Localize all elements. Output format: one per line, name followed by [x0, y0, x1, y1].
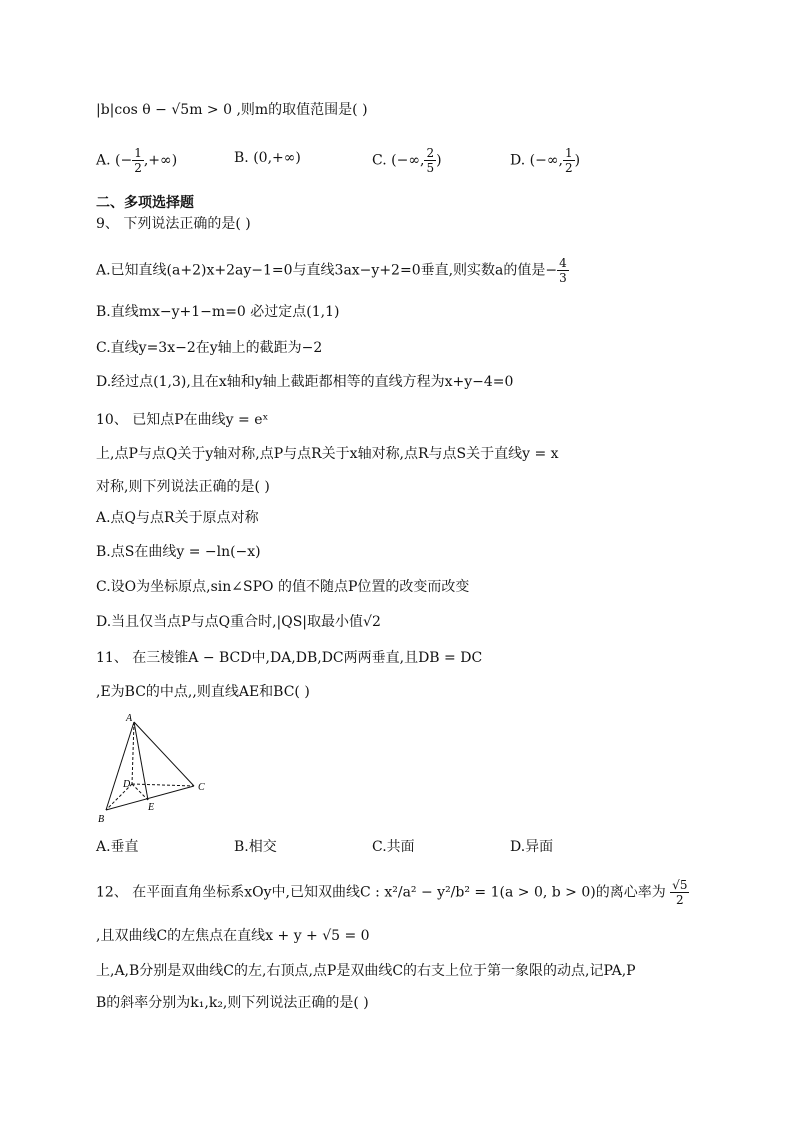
- fraction: $\frac{2}{5}$: [426, 146, 435, 175]
- vertex-label-c: C: [198, 782, 205, 793]
- q10-stem-line2: 上,点P与点Q关于y轴对称,点P与点R关于x轴对称,点R与点S关于直线y = x: [96, 446, 559, 462]
- q11-option-b: B.相交: [234, 839, 277, 855]
- q8-option-a: A. (− $\frac{1}{2}$ ,+∞): [96, 146, 178, 175]
- q9-option-c: C.直线y=3x−2在y轴上的截距为−2: [96, 340, 323, 356]
- q9-option-a: A.已知直线(a+2)x+2ay−1=0与直线3ax−y+2=0垂直,则实数a的值是− $\frac{4}{3}$: [96, 256, 567, 285]
- vertex-label-e: E: [148, 802, 155, 813]
- q10-option-d: D.当且仅当点P与点Q重合时,|QS|取最小值√2: [96, 614, 381, 630]
- q12-stem-line2: ,且双曲线C的左焦点在直线x + y + √5 = 0: [96, 928, 370, 944]
- fraction: $\frac{4}{3}$: [559, 256, 567, 285]
- fraction: $\frac{1}{2}$: [564, 146, 573, 175]
- q11-stem-line1: 11、 在三棱锥A − BCD中,DA,DB,DC两两垂直,且DB = DC: [96, 650, 483, 666]
- q8-option-d: D. (−∞, $\frac{1}{2}$ ): [510, 146, 581, 175]
- q12-stem-line1: 12、 在平面直角坐标系xOy中,已知双曲线C : x²/a² − y²/b² = 1(a > 0, b > 0)的离心率为 $\frac{√5}{2}$: [96, 878, 688, 907]
- fraction: $\frac{1}{2}$: [134, 146, 142, 175]
- q8-option-b: B. (0,+∞): [234, 150, 301, 166]
- q11-option-c: C.共面: [372, 839, 415, 855]
- q10-option-c: C.设O为坐标原点,sin∠SPO 的值不随点P位置的改变而改变: [96, 579, 470, 595]
- q9-option-d: D.经过点(1,3),且在x轴和y轴上截距都相等的直线方程为x+y−4=0: [96, 374, 514, 390]
- vertex-label-d: D: [123, 779, 131, 790]
- q11-option-d: D.异面: [510, 839, 554, 855]
- q10-stem-line3: 对称,则下列说法正确的是( ): [96, 479, 270, 495]
- vertex-label-b: B: [98, 814, 105, 825]
- q11-stem-line2: ,E为BC的中点,,则直线AE和BC( ): [96, 684, 310, 700]
- q9-option-b: B.直线mx−y+1−m=0 必过定点(1,1): [96, 304, 340, 320]
- fraction: $\frac{√5}{2}$: [672, 878, 688, 907]
- q9-stem: 9、 下列说法正确的是( ): [96, 216, 251, 232]
- q11-option-a: A.垂直: [96, 839, 139, 855]
- q10-option-b: B.点S在曲线y = −ln(−x): [96, 544, 261, 560]
- q12-stem-line4: B的斜率分别为k₁,k₂,则下列说法正确的是( ): [96, 995, 369, 1011]
- q12-stem-line3: 上,A,B分别是双曲线C的左,右顶点,点P是双曲线C的右支上位于第一象限的动点,记PA,P: [96, 963, 636, 979]
- q8-option-c: C. (−∞, $\frac{2}{5}$ ): [372, 146, 442, 175]
- section-title: 二、多项选择题: [96, 195, 194, 211]
- q8-stem-tail: |b|cos θ − √5m > 0 ,则m的取值范围是( ): [96, 102, 368, 118]
- vertex-label-a: A: [126, 713, 133, 724]
- q10-stem-line1: 10、 已知点P在曲线y = eˣ: [96, 412, 269, 428]
- tetrahedron-figure: [96, 710, 216, 825]
- q10-option-a: A.点Q与点R关于原点对称: [96, 510, 259, 526]
